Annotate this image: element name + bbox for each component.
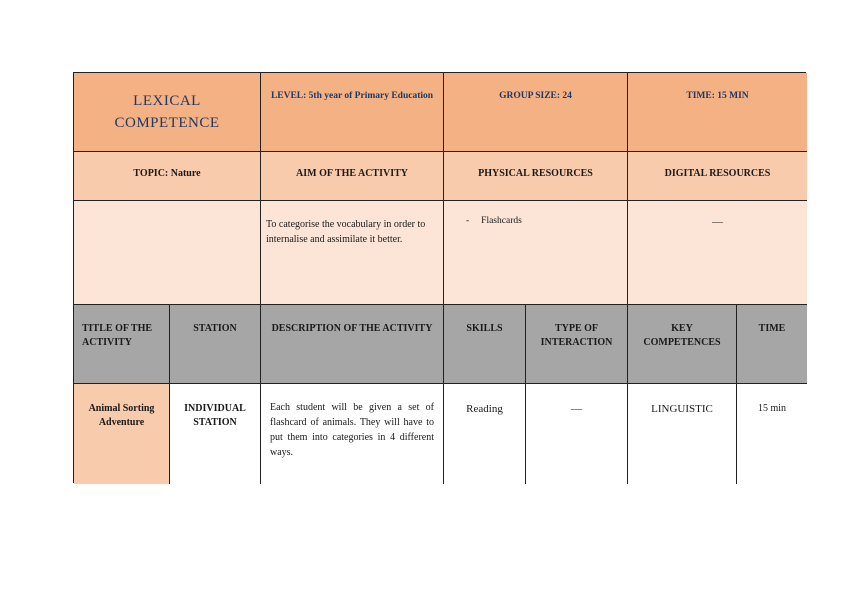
col-header-skills: SKILLS [444, 305, 526, 384]
time-cell: TIME: 15 MIN [628, 73, 807, 152]
bullet-dash: - [466, 216, 470, 226]
physical-resource-item [444, 201, 627, 228]
activity-time: 15 min [737, 384, 807, 484]
col-header-time: TIME [737, 305, 807, 384]
col-header-interaction: TYPE OF INTERACTION [526, 305, 628, 384]
activity-interaction: — [526, 384, 628, 484]
activity-skills: Reading [444, 384, 526, 484]
level-cell: LEVEL: 5th year of Primary Education [261, 73, 444, 152]
activity-description: Each student will be given a set of flashcard of animals. They will have to put them into categories in 4 different ways. [261, 384, 444, 484]
flashcards-label: Flashcards [481, 216, 522, 226]
digital-resources-heading: DIGITAL RESOURCES [628, 152, 807, 201]
col-header-competences: KEY COMPETENCES [628, 305, 737, 384]
empty-topic-body [74, 201, 261, 305]
activity-station: INDIVIDUAL STATION [170, 384, 261, 484]
activity-competences: LINGUISTIC [628, 384, 737, 484]
activity-title: Animal Sorting Adventure [74, 384, 170, 484]
group-size-cell: GROUP SIZE: 24 [444, 73, 628, 152]
col-header-title: TITLE OF THE ACTIVITY [74, 305, 170, 384]
topic-cell: TOPIC: Nature [74, 152, 261, 201]
aim-heading: AIM OF THE ACTIVITY [261, 152, 444, 201]
col-header-station: STATION [170, 305, 261, 384]
aim-text: To categorise the vocabulary in order to internalise and assimilate it better. [261, 201, 444, 305]
lexical-competence-title: LEXICAL COMPETENCE [74, 73, 261, 152]
digital-resources-text: — [628, 201, 807, 305]
physical-resources-cell [444, 201, 628, 305]
lesson-plan-table [73, 72, 806, 483]
physical-resources-heading: PHYSICAL RESOURCES [444, 152, 628, 201]
col-header-description: DESCRIPTION OF THE ACTIVITY [261, 305, 444, 384]
